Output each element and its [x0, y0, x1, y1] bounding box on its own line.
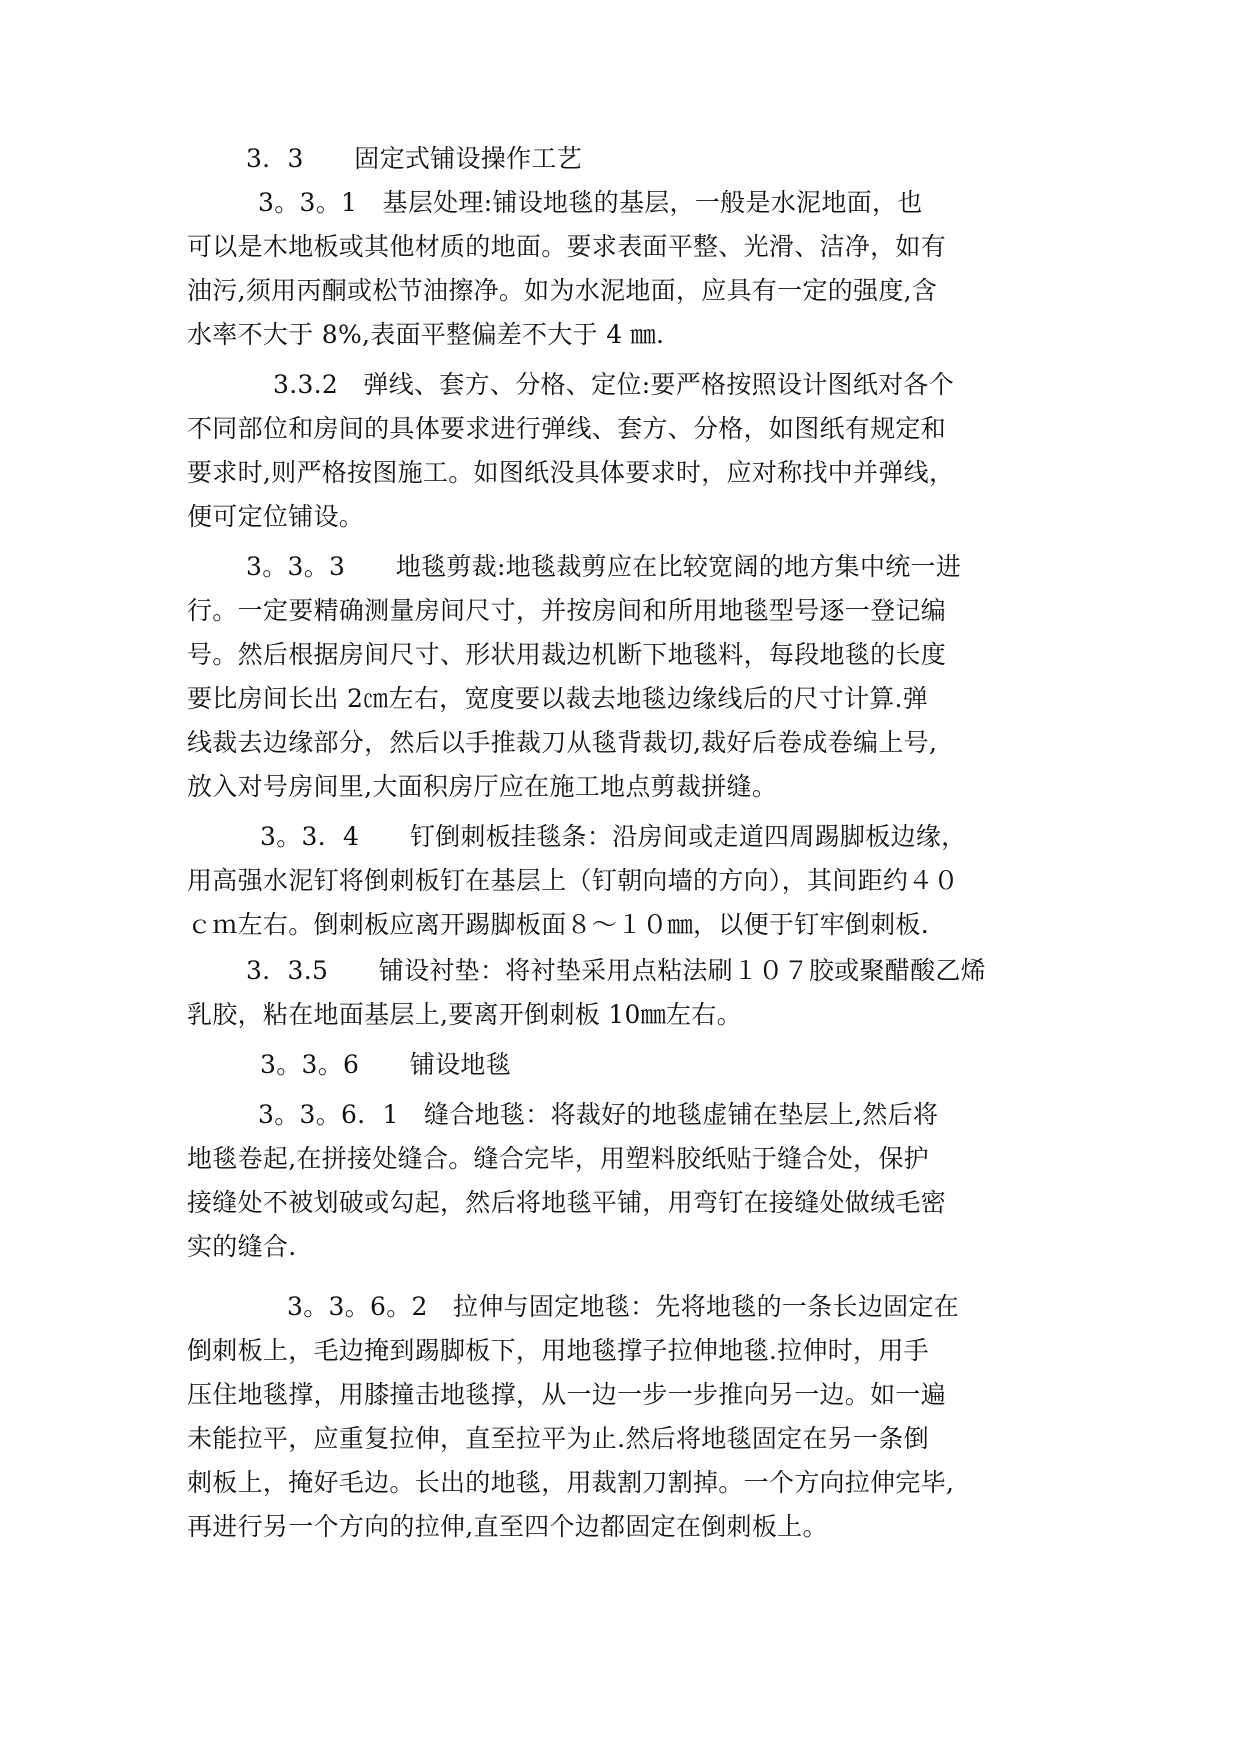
text-line: 3。3．4 钉倒刺板挂毯条：沿房间或走道四周踢脚板边缘，	[260, 822, 967, 851]
text-line: 倒刺板上，毛边掩到踢脚板下，用地毯撑子拉伸地毯.拉伸时，用手	[187, 1336, 929, 1365]
text-line: 便可定位铺设。	[187, 502, 365, 531]
text-line: 可以是木地板或其他材质的地面。要求表面平整、光滑、洁净，如有	[187, 232, 947, 261]
text-line: 接缝处不被划破或勾起，然后将地毯平铺，用弯钉在接缝处做绒毛密	[187, 1188, 947, 1217]
text-line: 刺板上，掩好毛边。长出的地毯，用裁割刀割掉。一个方向拉伸完毕,	[187, 1468, 955, 1497]
text-line: 油污,须用丙酮或松节油擦净。如为水泥地面，应具有一定的强度,含	[187, 276, 938, 305]
text-line: 放入对号房间里,大面积房厅应在施工地点剪裁拼缝。	[187, 772, 778, 801]
text-line: 用高强水泥钉将倒刺板钉在基层上（钉朝向墙的方向），其间距约４０	[187, 866, 959, 895]
text-line: 线裁去边缘部分，然后以手推裁刀从毯背裁切,裁好后卷成卷编上号,	[187, 728, 938, 757]
text-line: 地毯卷起,在拼接处缝合。缝合完毕，用塑料胶纸贴于缝合处，保护	[187, 1144, 929, 1173]
text-line: 3．3.5 铺设衬垫：将衬垫采用点粘法刷１０７胶或聚醋酸乙烯	[246, 956, 986, 985]
text-line: ｃｍ左右。倒刺板应离开踢脚板面８～１０㎜，以便于钉牢倒刺板.	[187, 910, 929, 939]
text-line: 实的缝合.	[187, 1232, 297, 1261]
text-line: 要比房间长出 2㎝左右，宽度要以裁去地毯边缘线后的尺寸计算.弹	[187, 684, 929, 713]
text-line: 3.3.2 弹线、套方、分格、定位:要严格按照设计图纸对各个	[273, 370, 955, 399]
text-line: 号。然后根据房间尺寸、形状用裁边机断下地毯料，每段地毯的长度	[187, 640, 947, 669]
text-line: 行。一定要精确测量房间尺寸，并按房间和所用地毯型号逐一登记编	[187, 596, 947, 625]
text-line: 水率不大于 8%,表面平整偏差不大于 4 ㎜.	[187, 320, 665, 349]
text-line: 3。3。6．1 缝合地毯：将裁好的地毯虚铺在垫层上,然后将	[258, 1100, 939, 1129]
text-line: 要求时,则严格按图施工。如图纸没具体要求时，应对称找中并弹线，	[187, 458, 955, 487]
text-line: 压住地毯撑，用膝撞击地毯撑，从一边一步一步推向另一边。如一遍	[187, 1380, 947, 1409]
text-line: 3。3。1 基层处理:铺设地毯的基层，一般是水泥地面，也	[258, 188, 923, 217]
text-line: 再进行另一个方向的拉伸,直至四个边都固定在倒刺板上。	[187, 1512, 828, 1541]
section-heading: 3．3 固定式铺设操作工艺	[246, 144, 583, 173]
text-line: 未能拉平，应重复拉伸，直至拉平为止.然后将地毯固定在另一条倒	[187, 1424, 929, 1453]
text-line: 不同部位和房间的具体要求进行弹线、套方、分格，如图纸有规定和	[187, 414, 947, 443]
text-line: 乳胶，粘在地面基层上,要离开倒刺板 10㎜左右。	[187, 1000, 742, 1029]
text-line: 3。3。3 地毯剪裁:地毯裁剪应在比较宽阔的地方集中统一进	[246, 552, 962, 581]
text-line: 3。3。6。2 拉伸与固定地毯：先将地毯的一条长边固定在	[287, 1292, 960, 1321]
section-heading: 3。3。6 铺设地毯	[260, 1050, 512, 1079]
